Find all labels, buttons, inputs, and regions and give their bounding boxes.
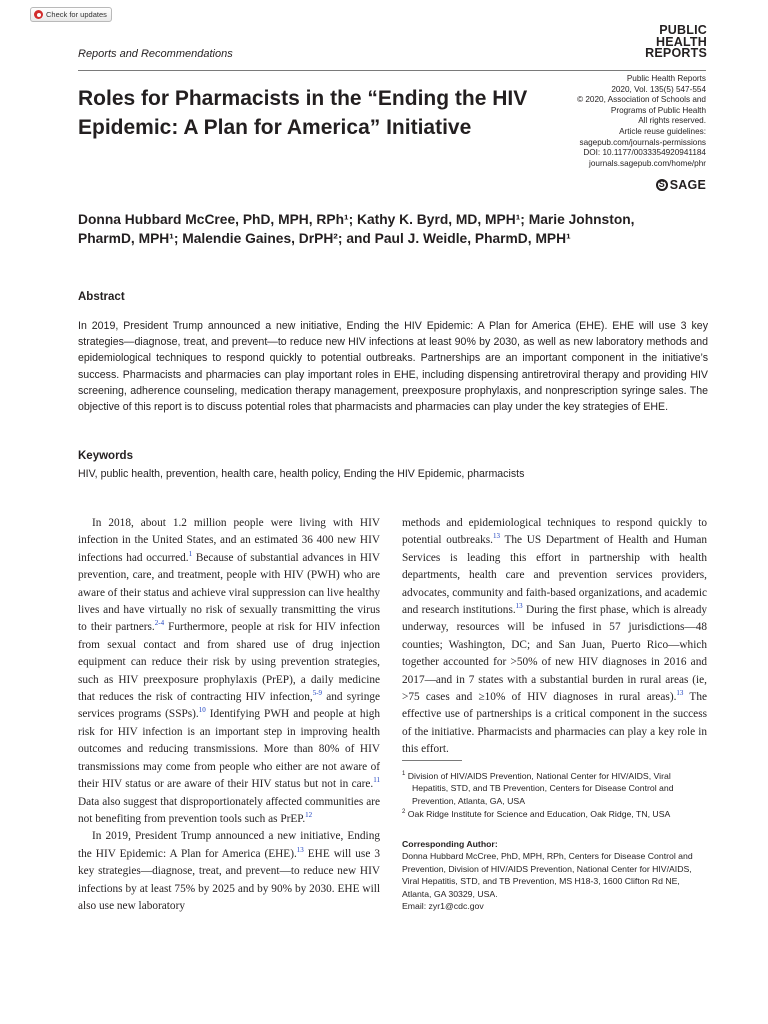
journal-logo-line: PUBLIC	[659, 23, 707, 37]
reference-link[interactable]: 12	[305, 811, 313, 820]
pub-info-line: Article reuse guidelines:	[619, 126, 706, 136]
header-divider	[78, 70, 706, 71]
body-paragraph: In 2019, President Trump announced a new initiative, Ending the HIV Epidemic: A Plan for America (EHE).$^{13}$ EHE will use 3 key strategies—diagnose, treat, and prevent—to reduce new HIV infections by at least 75% by 2025 and by 90% by 2030. EHE will also use new laboratory	[78, 830, 380, 912]
abstract-heading: Abstract	[78, 291, 125, 303]
journal-logo-line: REPORTS	[645, 46, 707, 60]
reference-link[interactable]: 13	[515, 602, 523, 611]
keywords-heading: Keywords	[78, 450, 133, 462]
journal-logo	[645, 25, 707, 60]
doi-link[interactable]: DOI: 10.1177/0033354920941184	[583, 148, 706, 158]
pub-info-line: Public Health Reports	[626, 74, 706, 83]
check-for-updates-label: Check for updates	[46, 10, 107, 19]
reference-link[interactable]: 2-4	[154, 619, 165, 628]
reference-link[interactable]: 13	[676, 689, 684, 698]
reference-link[interactable]: 13	[492, 532, 500, 541]
permissions-link[interactable]: sagepub.com/journals-permissions	[579, 137, 706, 147]
crossmark-icon	[34, 10, 43, 19]
reference-link[interactable]: 13	[296, 845, 304, 854]
pub-info-line: 2020, Vol. 135(5) 547-554	[611, 84, 706, 94]
sage-logo-icon	[656, 179, 668, 191]
author-line: Donna Hubbard McCree, PhD, MPH, RPh¹; Kathy K. Byrd, MD, MPH¹; Marie Johnston,	[78, 212, 635, 227]
corresponding-text: Donna Hubbard McCree, PhD, MPH, RPh, Centers for Disease Control and Prevention, Division of HIV/AIDS Prevention, National Center for HIV/AIDS, Viral Hepatitis, STD, and TB Prevention, MS H18-3, 1600 Clifton Rd NE, Atlanta, GA 30329, USA.	[402, 851, 693, 899]
pub-info-line: © 2020, Association of Schools and	[577, 95, 706, 105]
affiliation-item: $^1$ Division of HIV/AIDS Prevention, National Center for HIV/AIDS, Viral Hepatitis, STD, and TB Prevention, Centers for Disease Control and Prevention, Atlanta, GA, USA	[402, 771, 674, 806]
keywords-text: HIV, public health, prevention, health care, health policy, Ending the HIV Epidemic, pharmacists	[78, 468, 525, 480]
author-line: PharmD, MPH¹; Malendie Gaines, DrPH²; and Paul J. Weidle, PharmD, MPH¹	[78, 231, 571, 246]
author-list	[78, 210, 708, 248]
corresponding-email[interactable]: Email: zyr1@cdc.gov	[402, 901, 484, 912]
reference-link[interactable]: 1	[188, 550, 193, 559]
reference-link[interactable]: 5-9	[312, 689, 323, 698]
publisher-logo	[656, 178, 706, 192]
pub-info-line: All rights reserved.	[638, 116, 706, 126]
affiliation-item: $^2$ Oak Ridge Institute for Science and Education, Oak Ridge, TN, USA	[402, 809, 671, 820]
corresponding-author	[402, 838, 707, 912]
footnote-divider	[402, 760, 462, 761]
corresponding-heading: Corresponding Author:	[402, 839, 498, 849]
body-paragraph: In 2018, about 1.2 million people were living with HIV infection in the United States, and an estimated 36 400 new HIV infections had occurred.$^1$ Because of substantial advances in HIV prevention, care, and treatment, people with HIV (PWH) who are aware of their status and achieve viral suppression can live healthy lives and have virtually no risk of sexually transmitting the virus to their partners.$^{2-4}$ Furthermore, people at risk for HIV infection from sexual contact and from shared use of drug injection equipment can reduce their risk by using prevention strategies, such as HIV preexposure prophylaxis (PrEP), a daily medicine that reduces the risk of contracting HIV infection,$^{5-9}$ and syringe services programs (SSPs).$^{10}$ Identifying PWH and people at high risk for HIV infection is an important step in improving health outcomes and reducing transmissions. More than 80% of HIV transmissions may come from people who either are not aware of their HIV status or are aware of their HIV status but not in care.$^{11}$ Data also suggest that disproportionately affected communities are not benefiting from prevention tools such as PrEP.$^{12}$	[78, 517, 381, 825]
section-label: Reports and Recommendations	[78, 48, 233, 60]
body-column-right	[402, 515, 707, 759]
body-column-left	[78, 515, 380, 915]
publisher-name: SAGE	[669, 178, 706, 192]
article-title: Roles for Pharmacists in the “Ending the HIV Epidemic: A Plan for America” Initiative	[78, 87, 528, 139]
reference-link[interactable]: 10	[198, 706, 206, 715]
check-for-updates-button[interactable]	[30, 7, 112, 22]
reference-link[interactable]: 11	[373, 776, 380, 785]
affiliations	[402, 770, 707, 822]
abstract-text: In 2019, President Trump announced a new initiative, Ending the HIV Epidemic: A Plan for America (EHE). EHE will use 3 key strategies—diagnose, treat, and prevent—to reduce new HIV infections at least 90% by 2030, as well as new laboratory methods and epidemiological techniques to respond quickly to potential outbreaks. Partnerships are an important component in the initiative’s success. Pharmacists and pharmacies can play important roles in EHE, including dispensing antiretroviral therapy and providing HIV screening, adherence counseling, medication therapy management, preexposure prophylaxis, and nonprescription syringe sales. The objective of this report is to discuss potential roles that pharmacists and pharmacies can play under the key strategies of EHE.	[78, 320, 708, 414]
journal-home-link[interactable]: journals.sagepub.com/home/phr	[589, 158, 706, 168]
journal-logo-line: HEALTH	[656, 34, 707, 49]
body-paragraph: methods and epidemiological techniques to respond quickly to potential outbreaks.$^{13}$ The US Department of Health and Human Services is leading this effort in partnership with health departments, health care and prevention services providers, advocates, community and faith-based organizations, and academic and research institutions.$^{13}$ During the first phase, which is already underway, resources will be infused in 57 jurisdictions—48 counties; Washington, DC; and San Juan, Puerto Rico—which together accounted for >50% of new HIV diagnoses in 2016 and 2017—and in 7 states with a substantial burden in rural areas (ie, >75 cases and ≥10% of HIV diagnoses in rural areas).$^{13}$ The effective use of partnerships is a critical component in the success of the initiative. Pharmacists and pharmacies can play a key role in this effort.	[402, 517, 707, 756]
pub-info-line: Programs of Public Health	[610, 105, 706, 115]
